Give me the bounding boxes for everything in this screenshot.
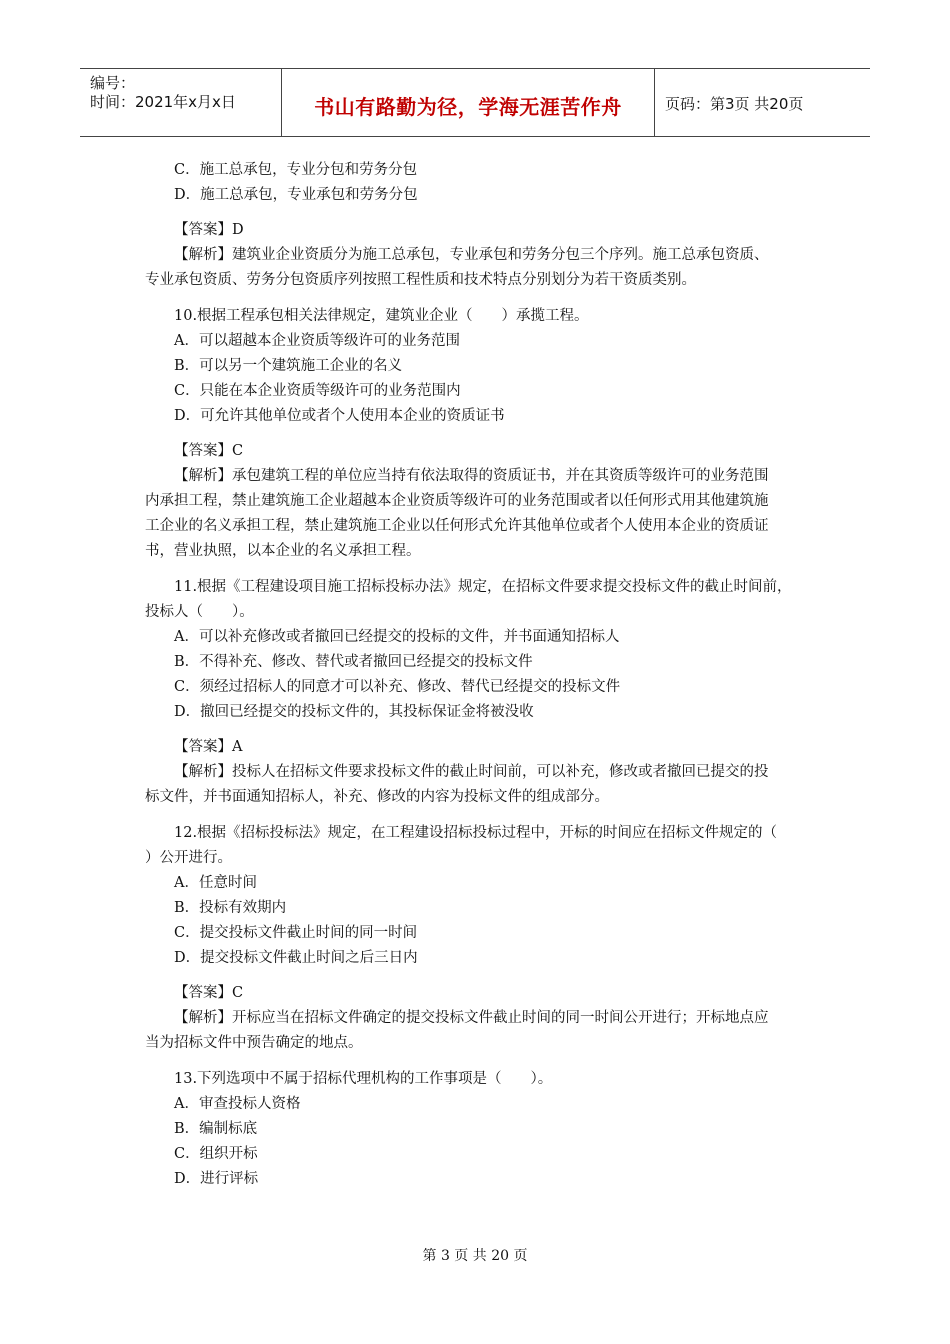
answer-line: 【答案】D [174, 222, 244, 238]
answer-line: 【答案】A [174, 739, 243, 755]
option-line: B．可以另一个建筑施工企业的名义 [174, 358, 403, 374]
question-line: 12.根据《招标投标法》规定，在工程建设招标投标过程中，开标的时间应在招标文件规定的（ [174, 825, 778, 841]
analysis-line: 标文件，并书面通知招标人，补充、修改的内容为投标文件的组成部分。 [145, 789, 609, 805]
option-line: A．任意时间 [174, 875, 257, 891]
analysis-line: 书，营业执照，以本企业的名义承担工程。 [145, 543, 421, 559]
option-line: D．提交投标文件截止时间之后三日内 [174, 950, 418, 966]
question-line: 10.根据工程承包相关法律规定，建筑业企业（ ）承揽工程。 [174, 308, 589, 324]
option-line: D．进行评标 [174, 1171, 259, 1187]
option-line: D．施工总承包，专业承包和劳务分包 [174, 187, 418, 203]
header-motto-cell [282, 69, 655, 136]
page-header [80, 68, 870, 137]
option-line: C．组织开标 [174, 1146, 258, 1162]
option-line: B．投标有效期内 [174, 900, 287, 916]
question-line: 投标人（ ）。 [145, 604, 254, 620]
analysis-line: 【解析】建筑业企业资质分为施工总承包，专业承包和劳务分包三个序列。施工总承包资质、 [174, 247, 769, 263]
option-line: B．编制标底 [174, 1121, 258, 1137]
option-line: C．施工总承包，专业分包和劳务分包 [174, 162, 418, 178]
question-line: 13.下列选项中不属于招标代理机构的工作事项是（ ）。 [174, 1071, 553, 1087]
analysis-line: 工企业的名义承担工程，禁止建筑施工企业以任何形式允许其他单位或者个人使用本企业的资质证 [145, 518, 769, 534]
page-footer: 第 3 页 共 20 页 [422, 1248, 528, 1264]
answer-line: 【答案】C [174, 443, 244, 459]
analysis-line: 【解析】投标人在招标文件要求投标文件的截止时间前，可以补充，修改或者撤回已提交的投 [174, 764, 769, 780]
analysis-line: 专业承包资质、劳务分包资质序列按照工程性质和技术特点分别划分为若干资质类别。 [145, 272, 696, 288]
option-line: C．只能在本企业资质等级许可的业务范围内 [174, 383, 461, 399]
question-line: ）公开进行。 [145, 850, 232, 866]
analysis-line: 内承担工程，禁止建筑施工企业超越本企业资质等级许可的业务范围或者以任何形式用其他建筑施 [145, 493, 769, 509]
header-page-cell [655, 69, 870, 136]
option-line: B．不得补充、修改、替代或者撤回已经提交的投标文件 [174, 654, 533, 670]
header-motto: 书山有路勤为径，学海无涯苦作舟 [314, 95, 622, 119]
answer-line: 【答案】C [174, 985, 244, 1001]
option-line: C．须经过招标人的同意才可以补充、修改、替代已经提交的投标文件 [174, 679, 621, 695]
option-line: A．可以超越本企业资质等级许可的业务范围 [174, 333, 460, 349]
analysis-line: 当为招标文件中预告确定的地点。 [145, 1035, 363, 1051]
header-page-number: 页码：第3页 共20页 [665, 95, 804, 113]
option-line: A．可以补充修改或者撤回已经提交的投标的文件，并书面通知招标人 [174, 629, 620, 645]
analysis-line: 【解析】开标应当在招标文件确定的提交投标文件截止时间的同一时间公开进行；开标地点应 [174, 1010, 769, 1026]
analysis-line: 【解析】承包建筑工程的单位应当持有依法取得的资质证书，并在其资质等级许可的业务范围 [174, 468, 769, 484]
question-line: 11.根据《工程建设项目施工招标投标办法》规定，在招标文件要求提交投标文件的截止时间前， [174, 579, 792, 595]
document-number-label: 编号： [90, 74, 136, 92]
option-line: D．撤回已经提交的投标文件的，其投标保证金将被没收 [174, 704, 534, 720]
option-line: C．提交投标文件截止时间的同一时间 [174, 925, 418, 941]
option-line: A．审查投标人资格 [174, 1096, 301, 1112]
document-time-label: 时间：2021年x月x日 [90, 93, 236, 111]
option-line: D．可允许其他单位或者个人使用本企业的资质证书 [174, 408, 505, 424]
header-meta-cell [80, 69, 282, 136]
